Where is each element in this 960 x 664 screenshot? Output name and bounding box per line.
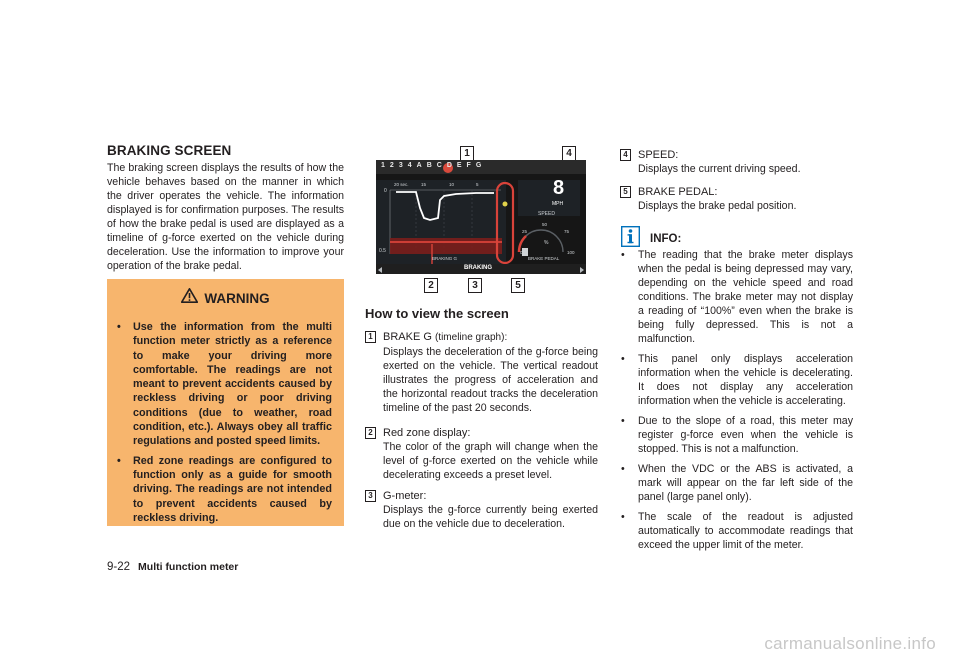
mode-item[interactable]: G (475, 162, 482, 169)
item-title: G-meter: (383, 490, 427, 502)
info-item: • Due to the slope of a road, this meter may register g-force even when the vehicle is stopped. This is not a malfunction. (620, 414, 853, 456)
warning-header (107, 288, 344, 308)
item-description: Displays the deceleration of the g-force being exerted on the vehicle. The vertical readout illustrates the progress of acceleration and the horizontal readout tracks the deceleration timeline of the past 20 seconds. (383, 346, 598, 414)
callout-2: 2 (424, 278, 438, 293)
speed-value: 8 (553, 177, 565, 199)
info-label: INFO: (650, 233, 682, 245)
item-number-box: 3 (365, 490, 376, 502)
mode-bar (381, 162, 481, 169)
y-axis-top: 0 (384, 188, 387, 194)
item-title: BRAKE G (383, 331, 432, 343)
left-column (107, 143, 344, 273)
time-tick: 5 (476, 182, 479, 187)
gauge-percent: % (544, 240, 549, 246)
gauge-label: BRAKE PEDAL (528, 256, 560, 261)
mode-item[interactable]: F (466, 162, 471, 169)
page-number: 9-22 (107, 561, 131, 573)
watermark[interactable]: carmanualsonline.info (764, 634, 936, 653)
mode-item[interactable]: A (416, 162, 422, 169)
time-tick: 10 (449, 182, 455, 187)
time-tick: 15 (421, 182, 427, 187)
item-description: Displays the current driving speed. (638, 163, 801, 175)
item-description: Displays the brake pedal position. (638, 200, 797, 212)
page-footer (107, 561, 238, 573)
mode-item[interactable]: 4 (407, 162, 412, 169)
callout-4: 4 (562, 146, 576, 161)
section-heading: BRAKING SCREEN (107, 143, 232, 158)
gauge-tick: 100 (567, 250, 575, 255)
item-number-box: 4 (620, 149, 631, 161)
item-title: BRAKE PEDAL: (638, 186, 718, 198)
mode-item[interactable]: B (426, 162, 432, 169)
mode-item[interactable]: 2 (389, 162, 394, 169)
item-number-box: 2 (365, 427, 376, 439)
gauge-tick: 50 (542, 222, 548, 227)
mode-item[interactable]: E (456, 162, 462, 169)
warning-item: • Red zone readings are configured to function only as a guide for smooth driving. The readings are not intended to prevent accidents caused by reckless driving. (107, 454, 332, 525)
mode-item[interactable]: 3 (398, 162, 403, 169)
sec-label: 20 sec. (394, 182, 409, 187)
info-list (620, 248, 853, 558)
info-item: • When the VDC or the ABS is activated, a mark will appear on the far left side of the panel (large panel only). (620, 462, 853, 504)
numbered-item-4 (620, 148, 853, 176)
gauge-tick: 0 (520, 250, 523, 255)
info-item: • This panel only displays acceleration information when the vehicle is decelerating. It does not display any acceleration information when the vehicle is accelerating. (620, 352, 853, 408)
item-number-box: 5 (620, 186, 631, 198)
info-item: • The scale of the readout is adjusted automatically to accommodate readings that exceed the upper limit of the meter. (620, 510, 853, 552)
y-axis-bottom: 0.5 (379, 248, 386, 254)
numbered-item-1 (365, 330, 598, 415)
warning-box (107, 279, 344, 526)
numbered-item-3 (365, 489, 598, 531)
chapter-title: Multi function meter (138, 561, 239, 573)
item-description: The color of the graph will change when the level of g-force exerted on the vehicle while decelerating exceeds a preset level. (383, 441, 598, 481)
warning-title: WARNING (204, 290, 270, 306)
item-title-extra: (timeline graph): (434, 332, 508, 343)
speed-label: SPEED (538, 211, 555, 217)
speed-unit: MPH (552, 201, 564, 207)
warning-item: • Use the information from the multi function meter strictly as a reference to make your driving more comfortable. The readings are not meant to prevent accidents caused by reckless driving or poor driving conditions (due to weather, road condition, etc.). Always obey all traffic regulations and posted speed limits. (107, 320, 332, 449)
callout-3: 3 (468, 278, 482, 293)
item-description: Displays the g-force currently being exerted due on the vehicle due to deceleration. (383, 504, 598, 530)
how-to-view-heading: How to view the screen (365, 306, 509, 321)
item-title: Red zone display: (383, 427, 471, 439)
numbered-item-2 (365, 426, 598, 482)
mode-item[interactable]: 1 (381, 162, 385, 169)
info-item: • The reading that the brake meter displays when the pedal is being depressed may vary, depending on the vehicle speed and road conditions. The brake meter may not display a reading of “100%” even when the brake is being fully depressed. This is not a malfunction. (620, 248, 853, 346)
braking-screen-figure (376, 160, 586, 274)
warning-list (107, 320, 344, 525)
item-number-box: 1 (365, 331, 376, 343)
warning-icon (181, 288, 198, 308)
screen-title: BRAKING (464, 265, 492, 271)
callout-5: 5 (511, 278, 525, 293)
gauge-tick: 75 (564, 229, 570, 234)
callout-1: 1 (460, 146, 474, 161)
gauge-tick: 25 (522, 229, 528, 234)
mode-item[interactable]: D (446, 162, 452, 169)
item-title: SPEED: (638, 149, 679, 161)
graph-label: BRAKING G (432, 256, 458, 261)
intro-paragraph: The braking screen displays the results of how the vehicle behaves based on the manner in which the driver operates the vehicle. The information displayed is for confirmation purposes. The results of how the brake pedal is used are displayed as a timeline of g-force exerted on the vehicle during deceleration. Use the information to improve your operation of the brake pedal. (107, 162, 344, 272)
numbered-item-5 (620, 185, 853, 213)
mode-item[interactable]: C (436, 162, 442, 169)
